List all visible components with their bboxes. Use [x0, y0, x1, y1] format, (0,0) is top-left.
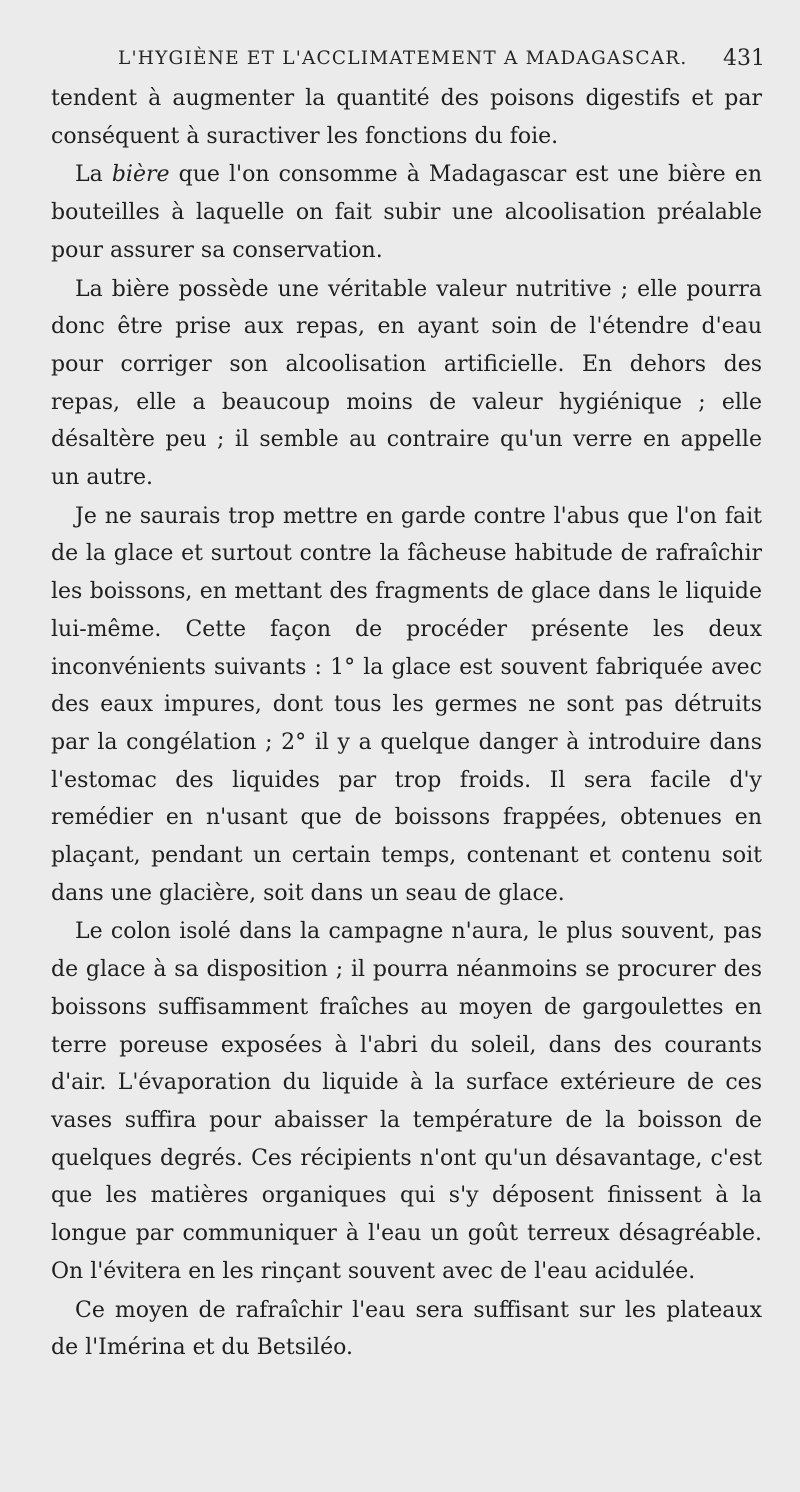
paragraph-continued [51, 80, 762, 155]
italic-term: bière [111, 162, 170, 188]
paragraph-text: Je ne saurais trop mettre en garde contre l'abus que l'on fait de la glace et surtout contre la fâcheuse habitude de rafraîchir les boissons, en mettant des fragments de glace dans le liquide lui-même. Cette façon de procéder présente les deux inconvénients suivants : 1° la glace est souvent fabriquée avec des eaux impures, dont tous les germes ne sont pas détruits par la congélation ; 2° il y a quelque danger à introduire dans l'estomac des liquides par trop froids. Il sera facile d'y remédier en n'usant que de boissons frappées, obtenues en plaçant, pendant un certain temps, contenant et contenu soit dans une glacière, soit dans un seau de glace. [51, 503, 762, 906]
paragraph-beer [51, 156, 762, 269]
paragraph-colonist [51, 913, 762, 1290]
running-title: L'HYGIÈNE ET L'ACCLIMATEMENT A MADAGASCAR. [118, 48, 688, 69]
body-text [51, 80, 762, 1367]
paragraph-text: Ce moyen de rafraîchir l'eau sera suffisant sur les plateaux de l'Imérina et du Betsiléo. [51, 1297, 762, 1361]
paragraph-lead: La [75, 162, 112, 188]
paragraph-plateaux [51, 1292, 762, 1367]
paragraph-text: que l'on consomme à Madagascar est une bière en bouteilles à laquelle on fait subir une alcoolisation préalable pour assurer sa conservation. [51, 162, 762, 263]
paragraph-text: Le colon isolé dans la campagne n'aura, le plus souvent, pas de glace à sa disposition ; il pourra néanmoins se procurer des boissons suffisamment fraîches au moyen de gargoulettes en terre poreuse exposées à l'abri du soleil, dans des courants d'air. L'évaporation du liquide à la surface extérieure de ces vases suffira pour abaisser la température de la boisson de quelques degrés. Ces récipients n'ont qu'un désavantage, c'est que les matières organiques qui s'y déposent finissent à la longue par communiquer à l'eau un goût terreux désagréable. On l'évitera en les rinçant souvent avec de l'eau acidulée. [51, 919, 762, 1284]
paragraph-text: tendent à augmenter la quantité des poisons digestifs et par conséquent à suractiver les fonctions du foie. [51, 86, 762, 149]
paragraph-ice [51, 498, 762, 913]
paragraph-text: La bière possède une véritable valeur nutritive ; elle pourra donc être prise aux repas, en ayant soin de l'étendre d'eau pour corriger son alcoolisation artificielle. En dehors des repas, elle a beaucoup moins de valeur hygiénique ; elle désaltère peu ; il semble au contraire qu'un verre en appelle un autre. [51, 276, 762, 491]
running-head [118, 44, 765, 74]
page-number: 431 [723, 46, 765, 71]
paragraph-beer-nutrition [51, 271, 762, 497]
